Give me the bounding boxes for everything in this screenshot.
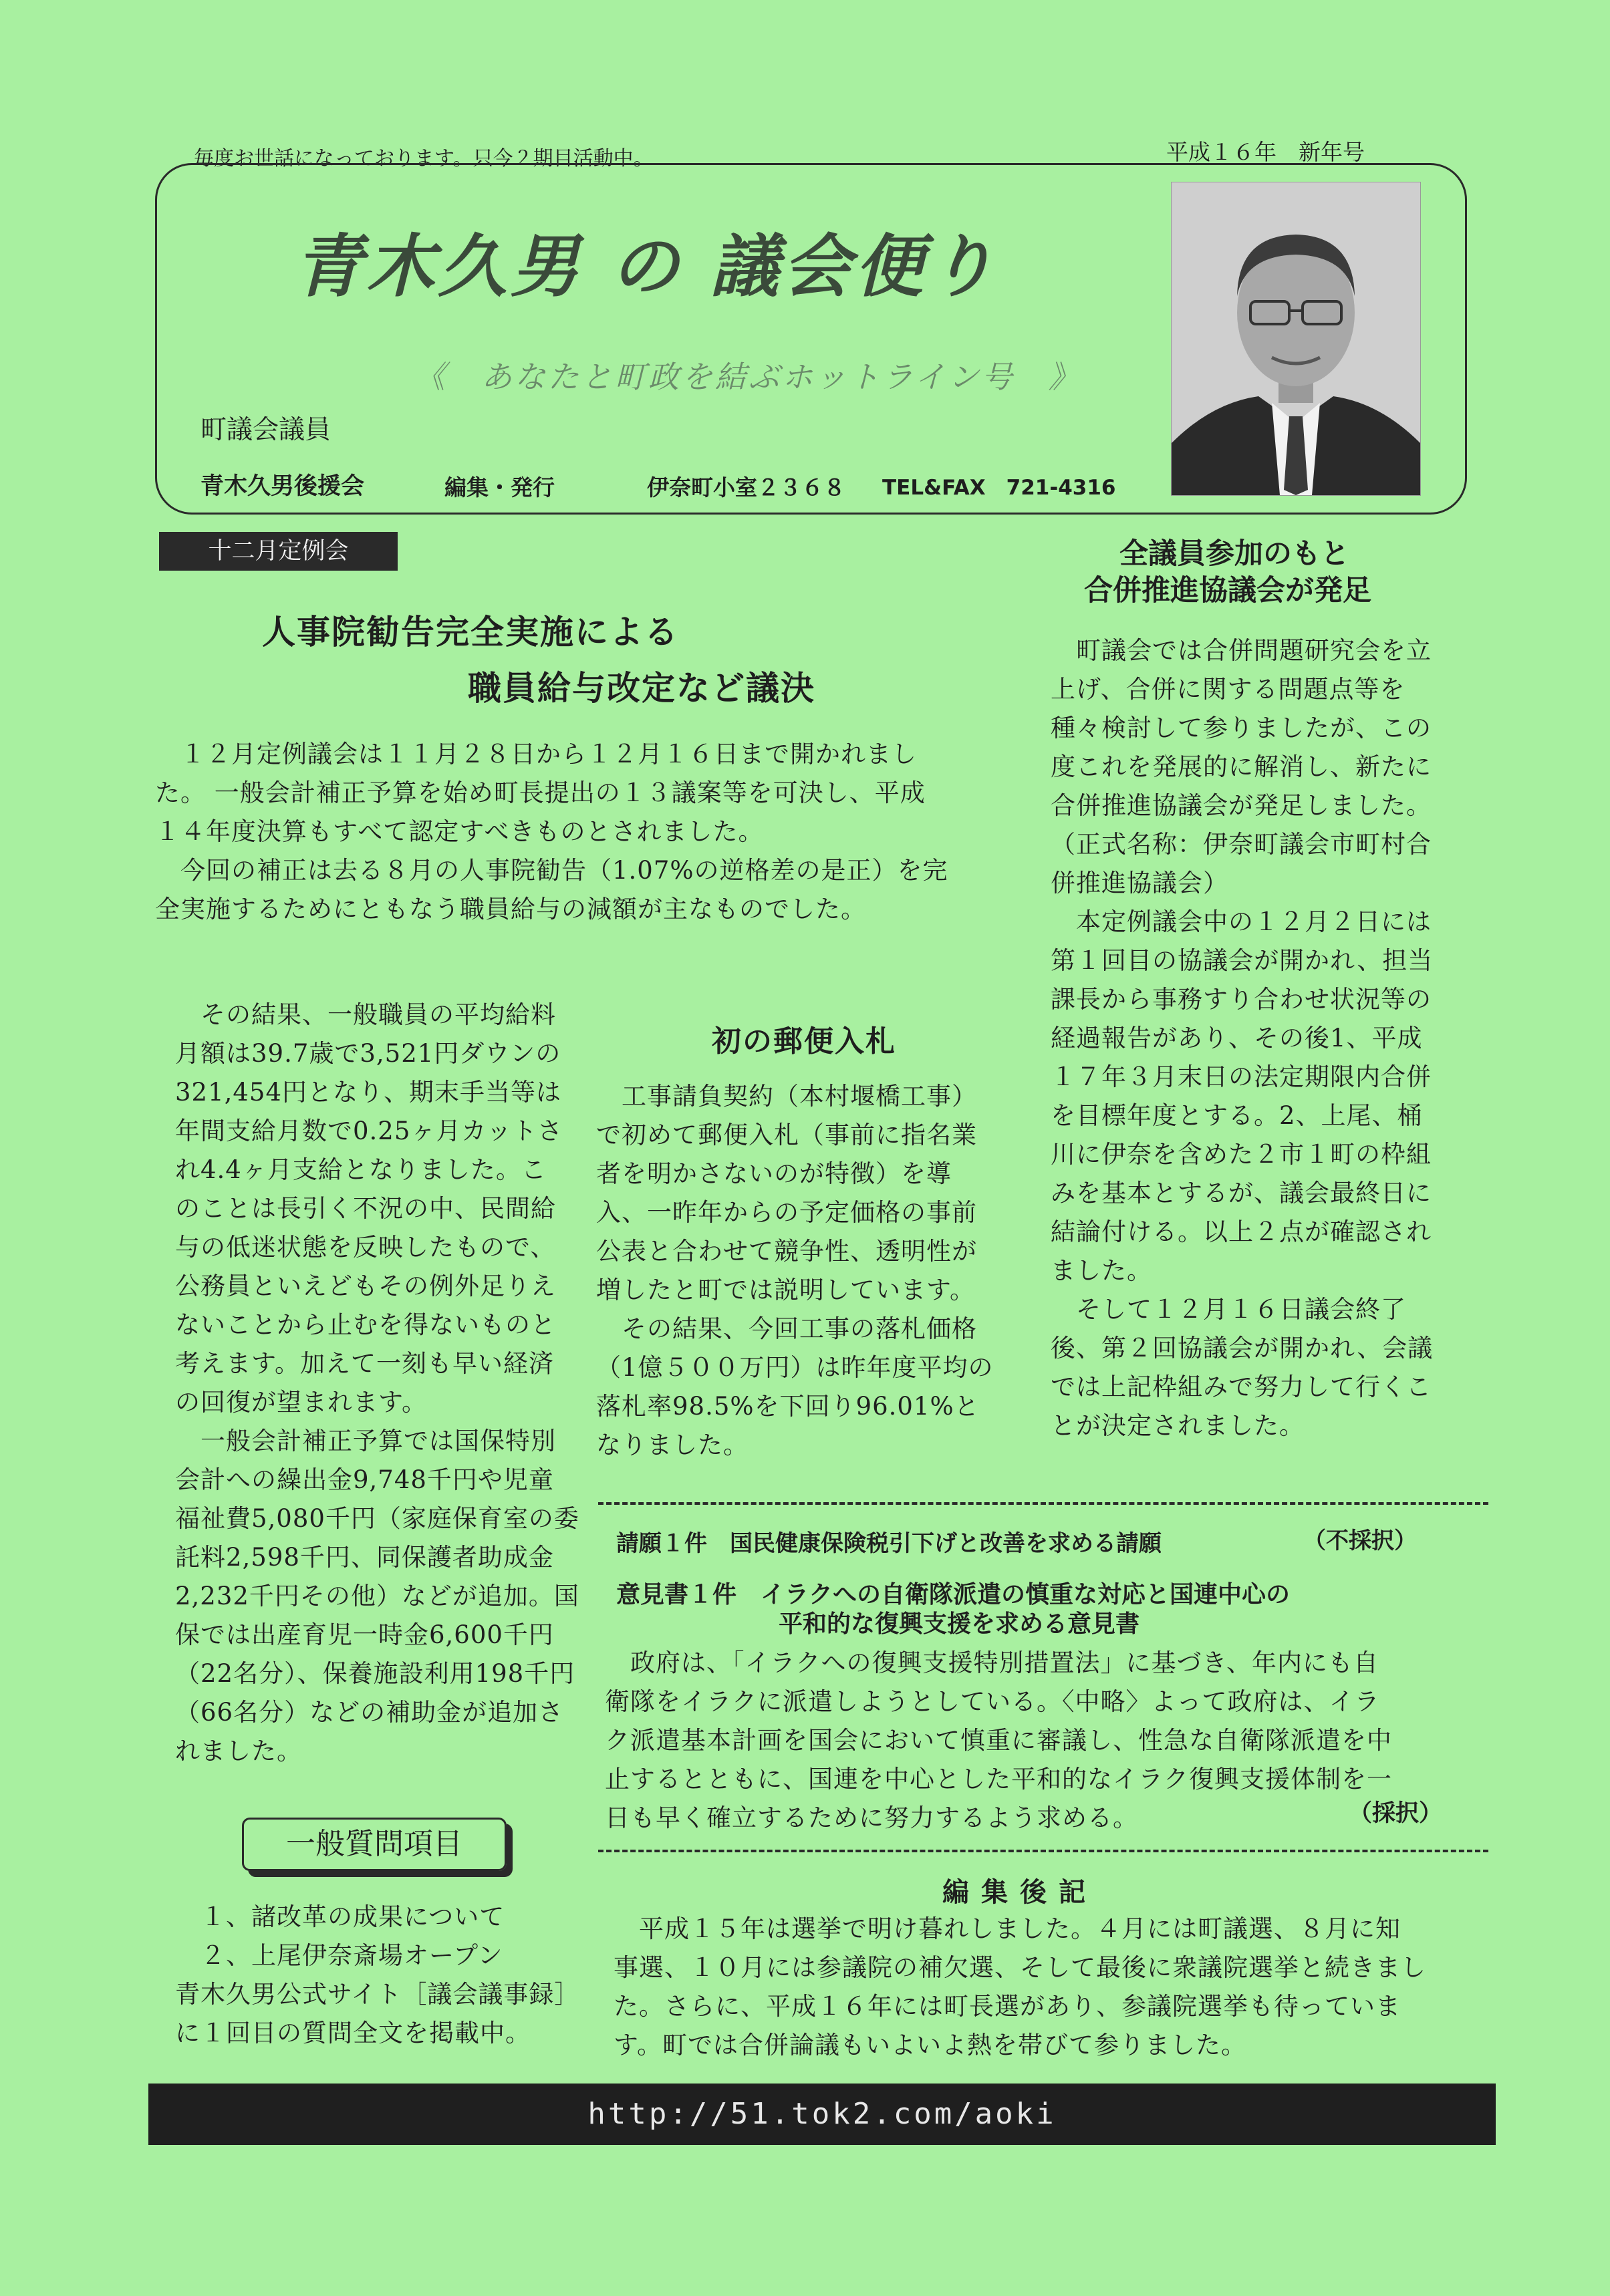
merger-heading-line-1: 全議員参加のもと [1119, 537, 1349, 571]
text-line: そして１２月１６日議会終了 [1051, 1295, 1406, 1324]
text-line: 経過報告があり、その後1、平成 [1051, 1024, 1423, 1052]
text-line: みを基本とするが、議会最終日に [1051, 1179, 1432, 1207]
publisher-address: 伊奈町小室２３６８ [647, 474, 845, 500]
general-questions-list [175, 1898, 579, 2053]
text-line: 併推進協議会） [1051, 869, 1228, 897]
text-line: 止するとともに、国連を中心とした平和的なイラク復興支援体制を一 [605, 1765, 1392, 1793]
text-line: 上げ、合併に関する問題点等を [1051, 675, 1405, 704]
text-line: （正式名称：伊奈町議会市町村合 [1051, 830, 1432, 859]
text-line: 月額は39.7歳で3,521円ダウンの [175, 1039, 561, 1068]
text-line: 増したと町では説明しています。 [596, 1276, 976, 1304]
text-line: た。さらに、平成１６年には町長選があり、参議院選挙も待っていま [614, 1992, 1401, 2021]
editor-note-text [614, 1910, 1426, 2065]
text-line: 福祉費5,080千円（家庭保育室の委 [175, 1504, 579, 1533]
text-line: 一般会計補正予算では国保特別 [175, 1427, 556, 1455]
opinion-text [605, 1644, 1392, 1838]
text-line: １２月定例議会は１１月２８日から１２月１６日まで開かれまし [155, 740, 917, 768]
top-greeting: 毎度お世話になっております。只今２期目活動中。 [194, 147, 654, 170]
text-line: １４年度決算もすべて認定すべきものとされました。 [155, 817, 764, 846]
publisher-edit-label: 編集・発行 [444, 474, 555, 500]
dashed-divider [598, 1850, 1488, 1852]
text-line: 政府は、「イラクへの復興支援特別措置法」に基づき、年内にも自 [605, 1648, 1379, 1677]
intro-paragraph [155, 735, 948, 929]
publisher-tel: TEL&FAX 721-4316 [882, 476, 1116, 500]
text-line: １７年３月末日の法定期限内合併 [1051, 1062, 1432, 1091]
text-line: 日も早く確立するために努力するよう求める。 [605, 1804, 1138, 1832]
main-heading-line-1: 人事院勧告完全実施による [262, 613, 679, 652]
text-line: （1億５００万円）は昨年度平均の [596, 1353, 994, 1382]
text-line: 課長から事務すり合わせ状況等の [1051, 985, 1432, 1014]
text-line: 本定例議会中の１２月２日には [1051, 907, 1432, 936]
text-line: を目標年度とする。2、上尾、桶 [1051, 1101, 1423, 1130]
text-line: 結論付ける。以上２点が確認され [1051, 1217, 1432, 1246]
text-line: 町議会では合併問題研究会を立 [1051, 636, 1432, 665]
main-heading-line-2: 職員給与改定など議決 [468, 669, 815, 708]
text-line: 度これを発展的に解消し、新たに [1051, 752, 1432, 781]
text-line: その結果、今回工事の落札価格 [596, 1314, 977, 1343]
text-line: 川に伊奈を含めた２市１町の枠組 [1051, 1140, 1432, 1169]
text-line: 事選、１０月には参議院の補欠選、そして最後に衆議院選挙と続きまし [614, 1953, 1426, 1982]
petition-result: （不採択） [1303, 1528, 1417, 1554]
text-line: 合併推進協議会が発足しました。 [1051, 791, 1432, 820]
text-line: れ4.4ヶ月支給となりました。こ [175, 1155, 547, 1184]
text-line: 第１回目の協議会が開かれ、担当 [1051, 946, 1434, 975]
author-role: 町議会議員 [200, 415, 331, 445]
opinion-result: （採択） [1349, 1800, 1443, 1827]
postal-bid-heading: 初の郵便入札 [712, 1024, 896, 1058]
text-line: のことは長引く不況の中、民間給 [175, 1194, 556, 1223]
text-line: 与の低迷状態を反映したもので、 [175, 1233, 556, 1262]
opinion-title-line-2: 平和的な復興支援を求める意見書 [779, 1610, 1140, 1638]
text-line: ないことから止むを得ないものと [175, 1310, 556, 1339]
text-line: 考えます。加えて一刻も早い経済 [175, 1349, 555, 1378]
text-line: 入、一昨年からの予定価格の事前 [596, 1198, 977, 1227]
text-line: れました。 [175, 1737, 302, 1765]
newsletter-tagline: 《 あなたと町政を結ぶホットライン号 》 [414, 359, 1082, 395]
section-tag: 十二月定例会 [159, 532, 398, 571]
list-item: ２、上尾伊奈斎場オープン [175, 1941, 503, 1970]
text-line: 2,232千円その他）などが追加。国 [175, 1582, 579, 1610]
merger-text [1051, 631, 1433, 1445]
text-line: ク派遣基本計画を国会において慎重に審議し、性急な自衛隊派遣を中 [605, 1726, 1392, 1755]
publisher-org: 青木久男後援会 [200, 473, 365, 500]
text-line: 年間支給月数で0.25ヶ月カットさ [175, 1117, 563, 1145]
text-line: 会計への繰出金9,748千円や児童 [175, 1465, 554, 1494]
text-line: 託料2,598千円、同保護者助成金 [175, 1543, 554, 1572]
newsletter-title: 青木久男 の 議会便り [294, 227, 1000, 307]
text-line: その結果、一般職員の平均給料 [175, 1000, 556, 1029]
petition-item: 請願１件 国民健康保険税引下げと改善を求める請願 [616, 1530, 1162, 1557]
dashed-divider [598, 1502, 1488, 1505]
left-column-text [175, 996, 579, 1771]
text-line: た。 一般会計補正予算を始め町長提出の１３議案等を可決し、平成 [155, 778, 926, 807]
footer-url-bar [148, 2084, 1496, 2145]
text-line: の回復が望まれます。 [175, 1388, 428, 1417]
text-line: 平成１５年は選挙で明け暮れしました。４月には町議選、８月に知 [614, 1914, 1401, 1943]
list-item: に１回目の質問全文を掲載中。 [175, 2019, 531, 2047]
text-line: 工事請負契約（本村堰橋工事） [596, 1082, 977, 1111]
text-line: 落札率98.5%を下回り96.01%と [596, 1392, 980, 1421]
issue-date: 平成１６年 新年号 [1166, 139, 1365, 165]
text-line: 衛隊をイラクに派遣しようとしている。〈中略〉よって政府は、イラ [605, 1687, 1380, 1716]
editor-note-heading: 編集後記 [942, 1877, 1097, 1908]
general-questions-title: 一般質問項目 [242, 1818, 507, 1871]
text-line: ました。 [1051, 1256, 1152, 1285]
list-item: １、諸改革の成果について [175, 1902, 505, 1931]
text-line: とが決定されました。 [1051, 1411, 1305, 1440]
text-line: なりました。 [596, 1431, 749, 1459]
text-line: （22名分）、保養施設利用198千円 [175, 1659, 575, 1688]
text-line: 保では出産育児一時金6,600千円 [175, 1620, 554, 1649]
opinion-title-line-1: 意見書１件 イラクへの自衛隊派遣の慎重な対応と国連中心の [616, 1581, 1291, 1608]
text-line: 今回の補正は去る８月の人事院勧告（1.07%の逆格差の是正）を完 [155, 856, 948, 885]
site-url-link[interactable]: http://51.tok2.com/aoki [587, 2097, 1057, 2131]
text-line: す。町では合併論議もいよいよ熱を帯びて参りました。 [614, 2031, 1247, 2059]
postal-bid-text [596, 1077, 994, 1465]
text-line: で初めて郵便入札（事前に指名業 [596, 1121, 977, 1149]
text-line: （66名分）などの補助金が追加さ [175, 1698, 564, 1727]
text-line: 後、第２回協議会が開かれ、会議 [1051, 1334, 1434, 1362]
text-line: 321,454円となり、期末手当等は [175, 1078, 562, 1107]
list-item: 青木久男公式サイト［議会議事録］ [175, 1980, 580, 2009]
text-line: では上記枠組みで努力して行くこ [1051, 1373, 1432, 1401]
text-line: 者を明かさないのが特徴）を導 [596, 1159, 952, 1188]
portrait-photo [1171, 182, 1421, 496]
merger-heading-line-2: 合併推進協議会が発足 [1084, 574, 1371, 607]
text-line: 公務員といえどもその例外足りえ [175, 1272, 556, 1300]
text-line: 公表と合わせて競争性、透明性が [596, 1237, 977, 1266]
text-line: 全実施するためにともなう職員給与の減額が主なものでした。 [155, 895, 866, 923]
text-line: 種々検討して参りましたが、この [1051, 714, 1432, 742]
